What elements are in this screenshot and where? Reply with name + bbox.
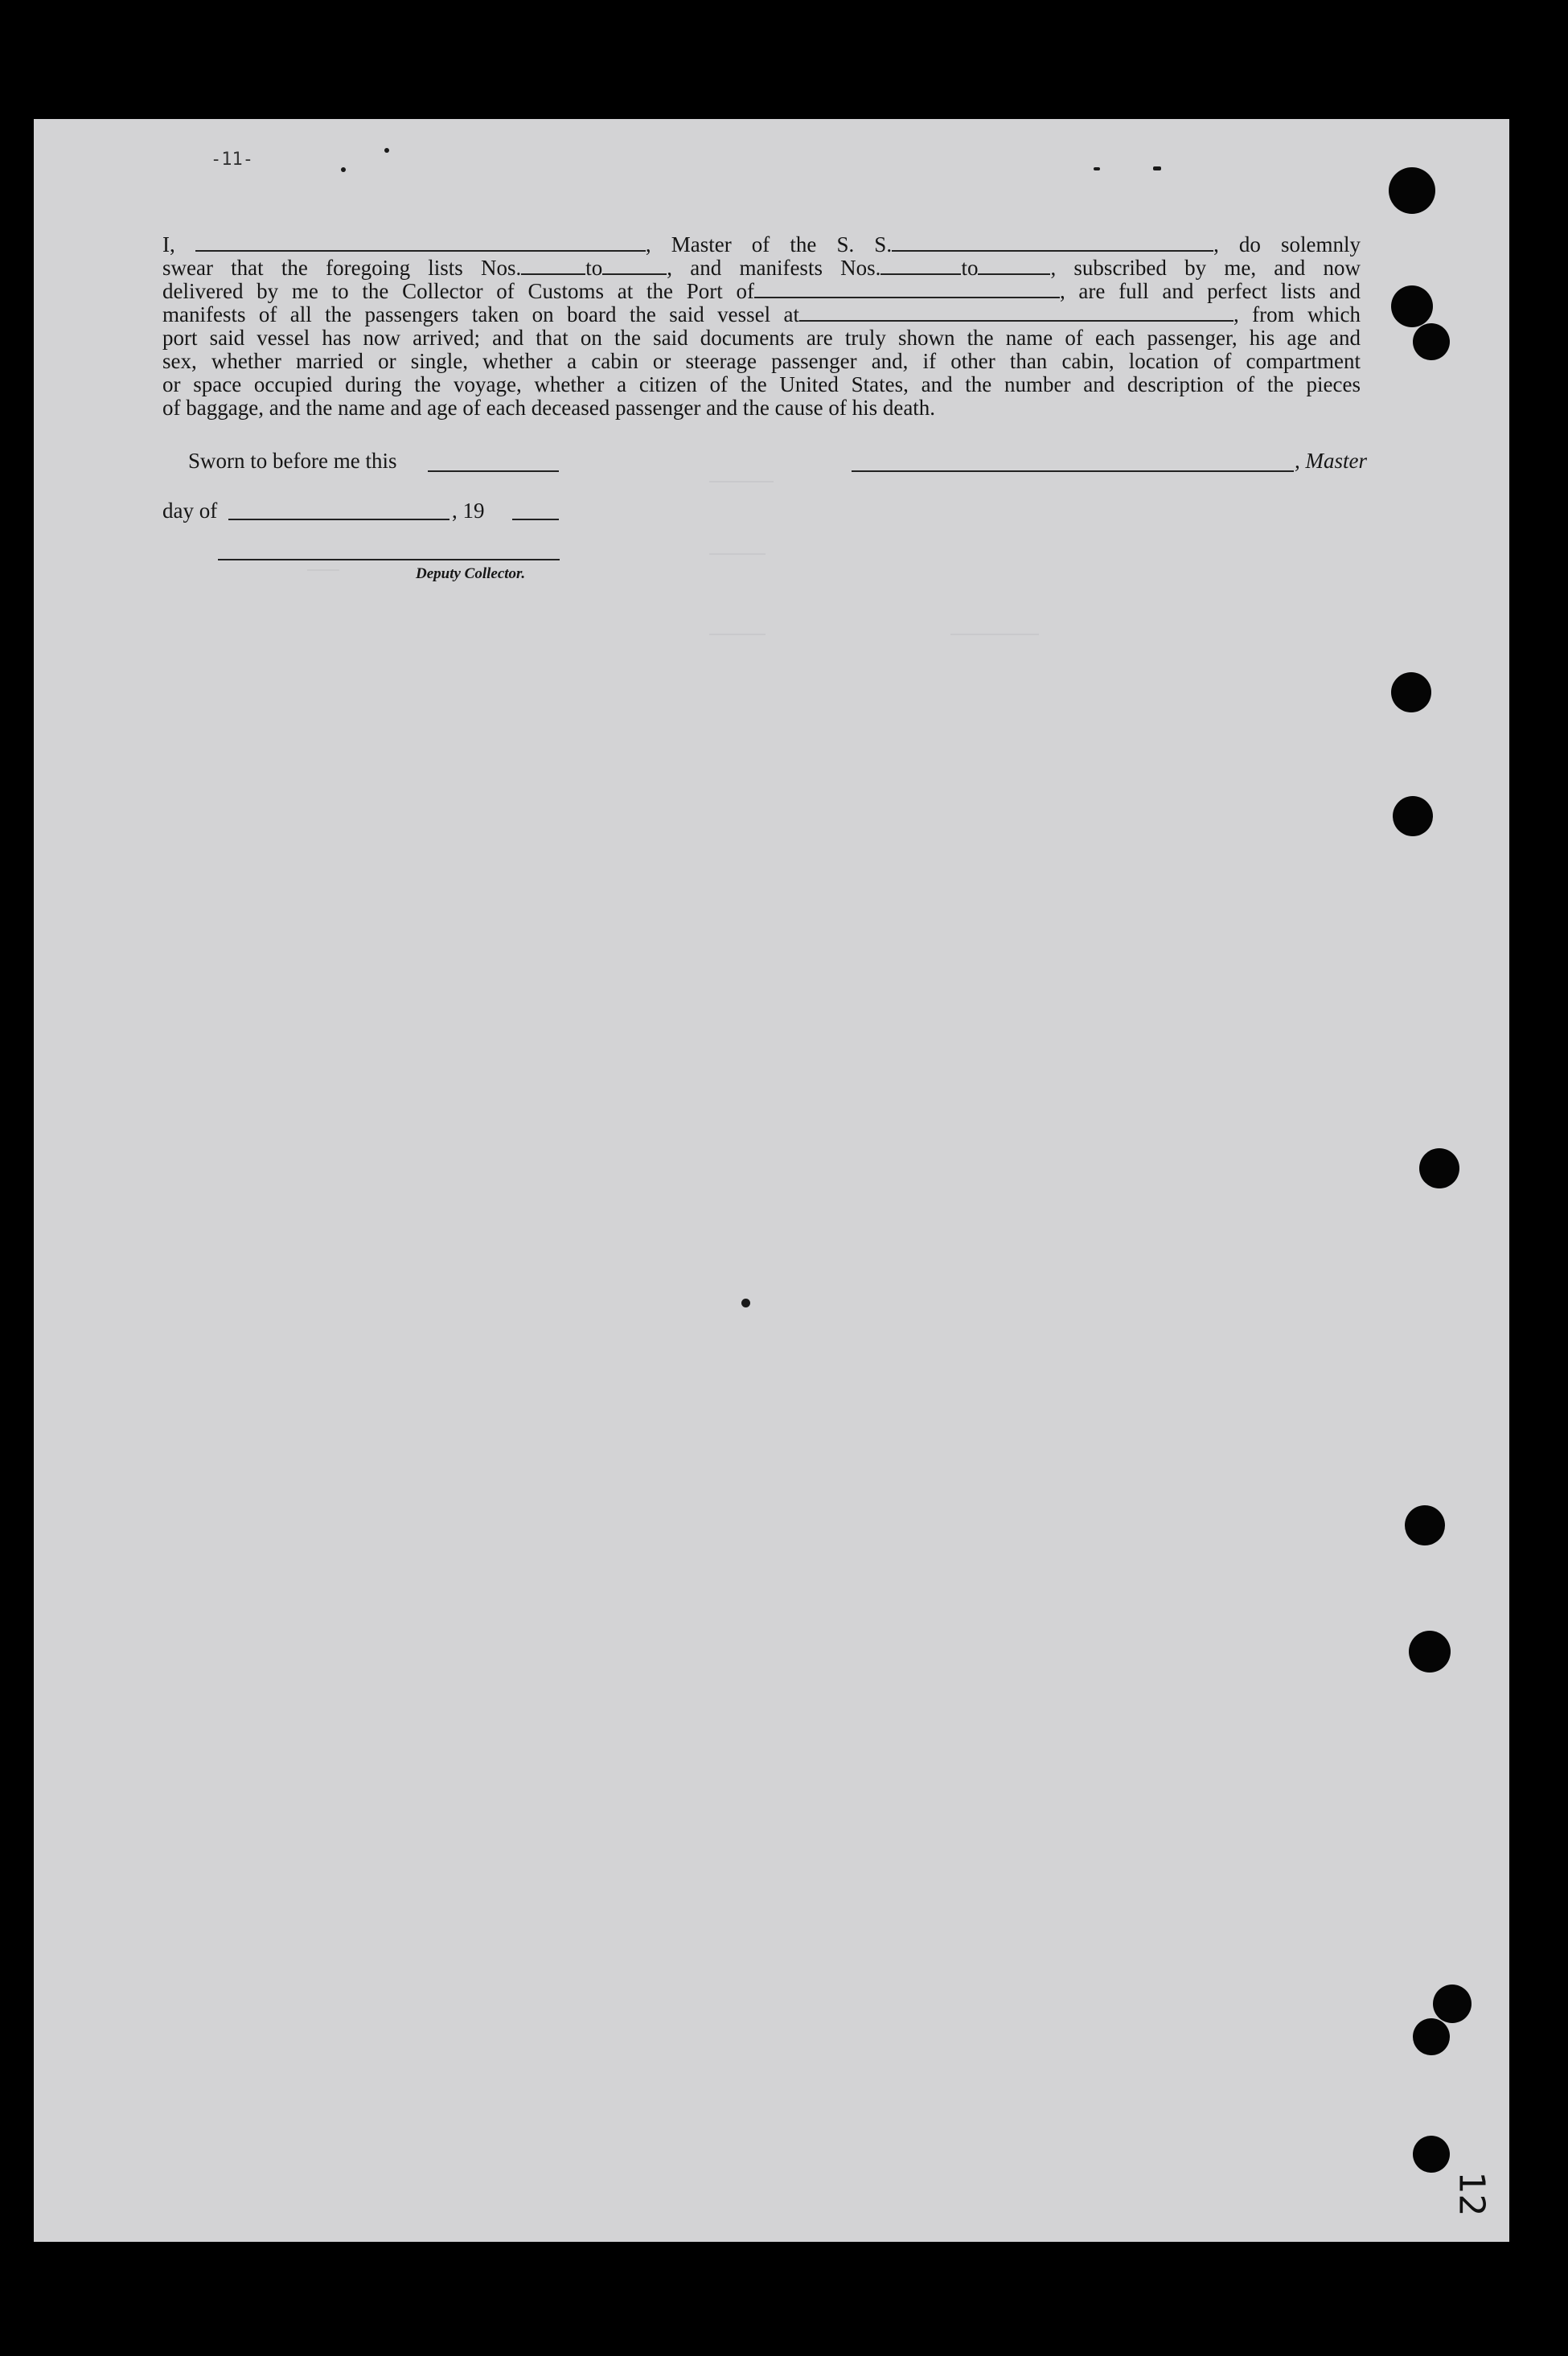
lists-from-blank — [521, 257, 585, 275]
manifests-to-blank — [978, 257, 1050, 275]
binder-hole — [1393, 796, 1433, 836]
oath-line-2: swear that the foregoing lists Nos. to , and manifests Nos. to , subscribed by me, and now — [162, 256, 1361, 280]
oath-line-3: delivered by me to the Collector of Customs at the Port of , are full and perfect lists and — [162, 279, 1361, 303]
master-label: , Master — [1295, 449, 1367, 473]
binder-hole — [1405, 1505, 1445, 1545]
binder-hole — [1409, 1631, 1451, 1673]
deputy-collector-label: Deputy Collector. — [416, 565, 526, 582]
binder-hole — [1433, 1985, 1472, 2023]
oath-line-7: or space occupied during the voyage, whether a citizen of the United States, and the number and description of the pieces — [162, 372, 1361, 396]
handwritten-page-number: 12 — [1451, 2171, 1492, 2217]
port-blank — [754, 281, 1060, 298]
speck — [1153, 166, 1161, 170]
speck — [1094, 167, 1100, 170]
bleed-through-area — [259, 473, 1143, 1518]
oath-paragraph — [162, 233, 1361, 420]
binder-hole — [1413, 2136, 1450, 2173]
master-signature-line — [852, 470, 1294, 472]
binder-hole — [1413, 2018, 1450, 2055]
ship-name-blank — [892, 234, 1213, 252]
master-name-blank — [195, 234, 646, 252]
binder-hole — [1391, 672, 1431, 712]
document-page — [34, 119, 1509, 2242]
day-of-label: day of — [162, 499, 218, 523]
speck — [384, 148, 389, 153]
oath-line-5: port said vessel has now arrived; and that on the said documents are truly shown the name of each passenger, his age and — [162, 326, 1361, 350]
speck — [341, 167, 346, 172]
oath-line-8: of baggage, and the name and age of each deceased passenger and the cause of his death. — [162, 396, 936, 420]
year-label: , 19 — [452, 499, 485, 523]
sworn-label: Sworn to before me this — [188, 449, 397, 473]
speck — [741, 1299, 750, 1307]
lists-to-blank — [602, 257, 667, 275]
binder-hole — [1389, 167, 1435, 214]
manifests-from-blank — [880, 257, 961, 275]
oath-line-4: manifests of all the passengers taken on board the said vessel at , from which — [162, 302, 1361, 326]
oath-line-1: I, , Master of the S. S. , do solemnly — [162, 232, 1361, 257]
binder-hole — [1419, 1148, 1459, 1188]
sworn-date-line — [428, 470, 559, 472]
binder-hole — [1391, 285, 1433, 327]
departure-port-blank — [799, 304, 1233, 322]
oath-line-6: sex, whether married or single, whether a cabin or steerage passenger and, if other than cabin, location of compartment — [162, 349, 1361, 373]
binder-hole — [1413, 323, 1450, 360]
page-marker: -11- — [211, 150, 253, 170]
